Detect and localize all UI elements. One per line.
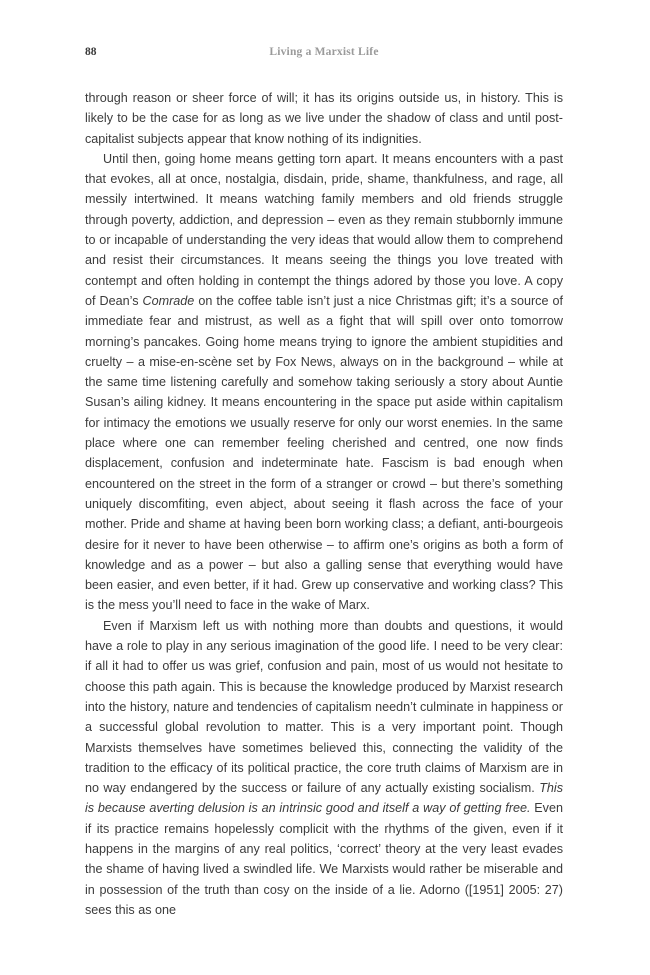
body-text [85, 88, 563, 920]
paragraph-3 [85, 616, 563, 920]
text-segment: Until then, going home means getting torn apart. It means encounters with a past that evokes, all at once, nostalgia, disdain, pride, shame, thankfulness, and rage, all messily intertwined. It means watching family members and old friends struggle through poverty, addiction, and depression – even as they remain stubbornly immune to or incapable of understanding the very ideas that would allow them to comprehend and resist their circumstances. It means seeing the things you love treated with contempt and often holding in contempt the things adored by those you love. A copy of Dean’s [85, 151, 563, 308]
text-segment: on the coffee table isn’t just a nice Christmas gift; it’s a source of immediate fear and mistrust, as well as a fight that will spill over onto tomorrow morning’s pancakes. Going home means trying to ignore the ambient stupidities and cruelty – a mise-en-scène set by Fox News, always on in the background – while at the same time listening carefully and somehow taking seriously a story about Auntie Susan’s ailing kidney. It means encountering in the space put aside within capitalism for intimacy the emotions we usually reserve for only our worst enemies. In the same place where one can remember feeling cherished and centred, one now finds displacement, confusion and indeterminate hate. Fascism is bad enough when encountered on the street in the form of a stranger or crowd – but there’s something uniquely discomfiting, even abject, about seeing it flash across the face of your mother. Pride and shame at having been born working class; a defiant, anti-bourgeois desire for it never to have been otherwise – to affirm one’s origins as both a form of knowledge and as a power – but also a galling sense that everything would have been easier, and even better, if it had. Grew up conservative and working class? This is the mess you’ll need to face in the wake of Marx. [85, 293, 563, 613]
book-title-comrade: Comrade [142, 293, 195, 308]
page-number: 88 [85, 46, 97, 58]
running-title: Living a Marxist Life [269, 46, 379, 58]
paragraph-1 [85, 88, 563, 149]
running-header [85, 46, 563, 62]
emphasized-sentence: This is because averting delusion is an intrinsic good and itself a way of getting free. [85, 781, 563, 816]
text-segment: Even if Marxism left us with nothing more than doubts and questions, it would have a role to play in any serious imagination of the good life. I need to be very clear: if all it had to offer us was grief, confusion and pain, most of us would not hesitate to choose this path again. This is because the knowledge produced by Marxist research into the history, nature and tendencies of capitalism needn’t culminate in happiness or a successful global revolution to matter. This is a very important point. Though Marxists themselves have sometimes believed this, connecting the validity of the tradition to the efficacy of its political practice, the core truth claims of Marxism are in no way endangered by the success or failure of any actually existing socialism. [85, 618, 563, 796]
text-segment: through reason or sheer force of will; it has its origins outside us, in history. This is likely to be the case for as long as we live under the shadow of class and until post-capitalist subjects appear that know nothing of its indignities. [85, 91, 563, 146]
paragraph-2 [85, 149, 563, 616]
text-segment: Even if its practice remains hopelessly complicit with the rhythms of the given, even if it happens in the margins of any real politics, ‘correct’ theory at the very least evades the shame of having lived a swindled life. We Marxists would rather be miserable and in possession of the truth than cosy on the inside of a lie. Adorno ([1951] 2005: 27) sees this as one [85, 801, 563, 917]
